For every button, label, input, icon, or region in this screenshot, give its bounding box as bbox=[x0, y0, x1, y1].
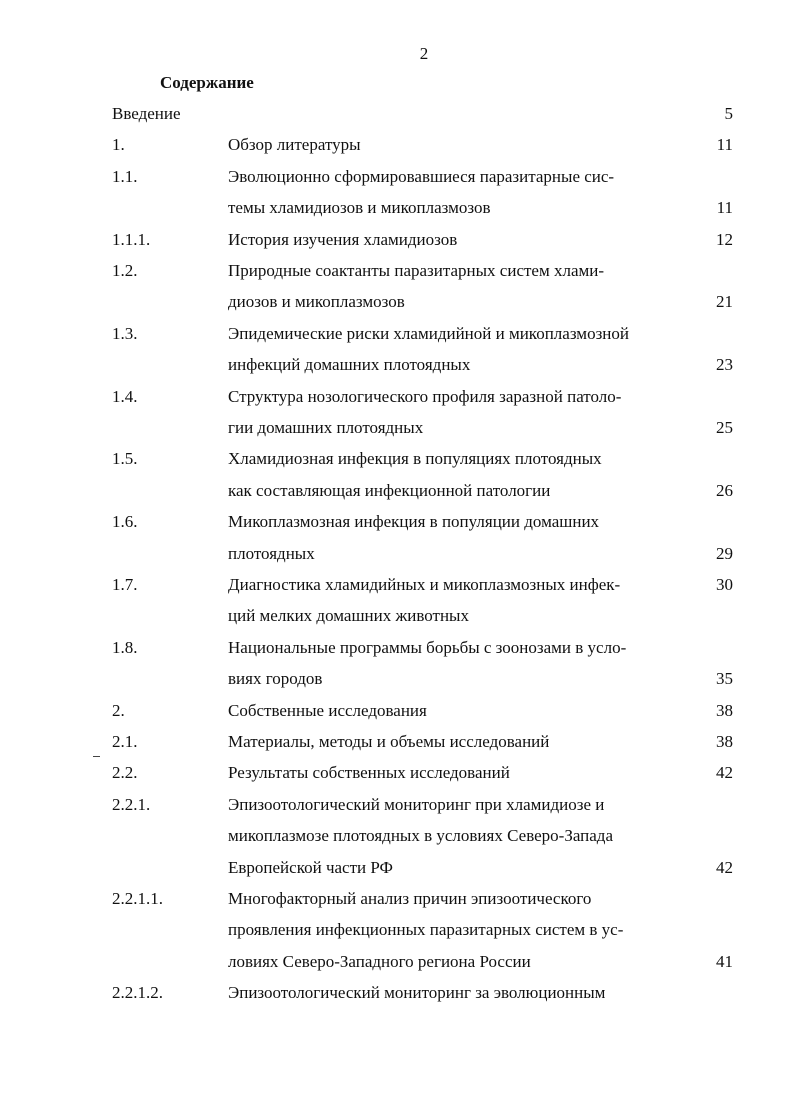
toc-entry-page: 11 bbox=[716, 198, 733, 218]
toc-entry-title: инфекций домашних плотоядных bbox=[228, 355, 471, 375]
toc-entry-page: 12 bbox=[716, 229, 733, 249]
toc-entry-page: 21 bbox=[716, 292, 733, 312]
toc-entry-number: 1.4. bbox=[112, 386, 138, 406]
toc-entry-title: плотоядных bbox=[228, 543, 315, 563]
toc-entry-page: 42 bbox=[716, 763, 733, 783]
page-number: 2 bbox=[419, 44, 429, 63]
toc-entry-number: 1.6. bbox=[112, 512, 138, 532]
toc-entry-line bbox=[0, 791, 795, 819]
toc-entry-title: проявления инфекционных паразитарных систем в ус- bbox=[228, 920, 624, 940]
toc-entry-line bbox=[0, 665, 795, 693]
toc-entry-title: ций мелких домашних животных bbox=[228, 606, 469, 626]
toc-entry-number: 1.1. bbox=[112, 166, 138, 186]
toc-entry-title: Европейской части РФ bbox=[228, 857, 393, 877]
toc-entry-line bbox=[0, 226, 795, 254]
toc-entry-title: Эпизоотологический мониторинг за эволюционным bbox=[228, 983, 606, 1003]
toc-entry-title: Диагностика хламидийных и микоплазмозных инфек- bbox=[228, 575, 621, 594]
toc-entry-line bbox=[0, 477, 795, 505]
toc-entry-page: 30 bbox=[716, 575, 733, 594]
toc-entry-line bbox=[0, 540, 795, 568]
toc-entry-number: 2.1. bbox=[112, 732, 138, 751]
toc-entry-title: Хламидиозная инфекция в популяциях плотоядных bbox=[228, 449, 602, 469]
toc-entry-number: 1.8. bbox=[112, 637, 138, 657]
toc-entry-title: диозов и микоплазмозов bbox=[228, 292, 405, 312]
toc-entry-title: История изучения хламидиозов bbox=[228, 229, 458, 249]
toc-entry-line bbox=[0, 383, 795, 411]
toc-entry-title: темы хламидиозов и микоплазмозов bbox=[228, 198, 491, 218]
toc-entry-title: Структура нозологического профиля заразной патоло- bbox=[228, 386, 622, 406]
toc-entry-number: 1.7. bbox=[112, 575, 138, 594]
toc-entry-title: гии домашних плотоядных bbox=[228, 418, 424, 437]
toc-entry-line bbox=[0, 759, 795, 787]
toc-entry-number: 2. bbox=[112, 700, 125, 720]
toc-entry-line bbox=[0, 571, 795, 599]
toc-entry-title: Природные соактанты паразитарных систем хлами- bbox=[228, 261, 605, 280]
toc-entry-number: 1.2. bbox=[112, 261, 138, 280]
toc-entry-line bbox=[0, 602, 795, 630]
toc-entry-page: 38 bbox=[716, 732, 733, 751]
toc-entry-title: Собственные исследования bbox=[228, 700, 427, 720]
toc-entry-title: Эпизоотологический мониторинг при хламидиозе и bbox=[228, 794, 605, 814]
toc-entry-line bbox=[0, 100, 795, 128]
toc-entry-line bbox=[0, 697, 795, 725]
toc-entry-number: 1. bbox=[112, 135, 125, 155]
toc-entry-line bbox=[0, 885, 795, 913]
toc-entry-line bbox=[0, 414, 795, 442]
toc-entry-line bbox=[0, 163, 795, 191]
toc-entry-line bbox=[0, 351, 795, 379]
toc-entry-page: 35 bbox=[716, 669, 733, 689]
toc-entry-number: 1.5. bbox=[112, 449, 138, 469]
margin-mark bbox=[93, 756, 100, 757]
toc-entry-title: Введение bbox=[112, 104, 181, 123]
toc-entry-page: 5 bbox=[724, 104, 733, 123]
toc-entry-line bbox=[0, 948, 795, 976]
toc-entry-page: 29 bbox=[716, 543, 733, 563]
toc-entry-line bbox=[0, 131, 795, 159]
toc-entry-title: как составляющая инфекционной патологии bbox=[228, 480, 551, 500]
toc-entry-title: Микоплазмозная инфекция в популяции домашних bbox=[228, 512, 600, 532]
toc-entry-page: 23 bbox=[716, 355, 733, 375]
toc-entry-title: ловиях Северо-Западного региона России bbox=[228, 951, 531, 971]
toc-entry-page: 41 bbox=[716, 951, 733, 971]
toc-entry-line bbox=[0, 854, 795, 882]
toc-entry-page: 26 bbox=[716, 480, 733, 500]
toc-entry-line bbox=[0, 288, 795, 316]
toc-entry-line bbox=[0, 508, 795, 536]
toc-entry-line bbox=[0, 979, 795, 1007]
toc-entry-number: 1.1.1. bbox=[112, 229, 151, 249]
toc-entry-number: 2.2. bbox=[112, 763, 138, 783]
toc-entry-line bbox=[0, 728, 795, 756]
toc-entry-title: микоплазмозе плотоядных в условиях Северо-Запада bbox=[228, 826, 613, 846]
toc-entry-number: 2.2.1.2. bbox=[112, 983, 163, 1003]
toc-entry-page: 38 bbox=[716, 700, 733, 720]
toc-entry-line bbox=[0, 257, 795, 285]
toc-entry-line bbox=[0, 634, 795, 662]
toc-entry-line bbox=[0, 445, 795, 473]
toc-entry-title: Эволюционно сформировавшиеся паразитарные сис- bbox=[228, 166, 615, 186]
toc-entry-line bbox=[0, 822, 795, 850]
toc-entry-title: Материалы, методы и объемы исследований bbox=[228, 732, 550, 751]
toc-entry-line bbox=[0, 194, 795, 222]
toc-entry-number: 1.3. bbox=[112, 323, 138, 343]
toc-entry-title: Результаты собственных исследований bbox=[228, 763, 510, 783]
toc-entry-title: Многофакторный анализ причин эпизоотического bbox=[228, 889, 592, 908]
toc-entry-title: Эпидемические риски хламидийной и микоплазмозной bbox=[228, 323, 629, 343]
toc-entry-page: 11 bbox=[716, 135, 733, 155]
toc-entry-page: 25 bbox=[716, 418, 733, 437]
toc-entry-line bbox=[0, 916, 795, 944]
toc-entry-number: 2.2.1.1. bbox=[112, 889, 163, 908]
toc-entry-page: 42 bbox=[716, 857, 733, 877]
toc-entry-number: 2.2.1. bbox=[112, 794, 151, 814]
toc-entry-line bbox=[0, 320, 795, 348]
toc-entry-title: виях городов bbox=[228, 669, 323, 689]
toc-entry-title: Национальные программы борьбы с зоонозами в усло- bbox=[228, 637, 627, 657]
toc-entry-title: Обзор литературы bbox=[228, 135, 361, 155]
toc-title: Содержание bbox=[160, 73, 254, 92]
